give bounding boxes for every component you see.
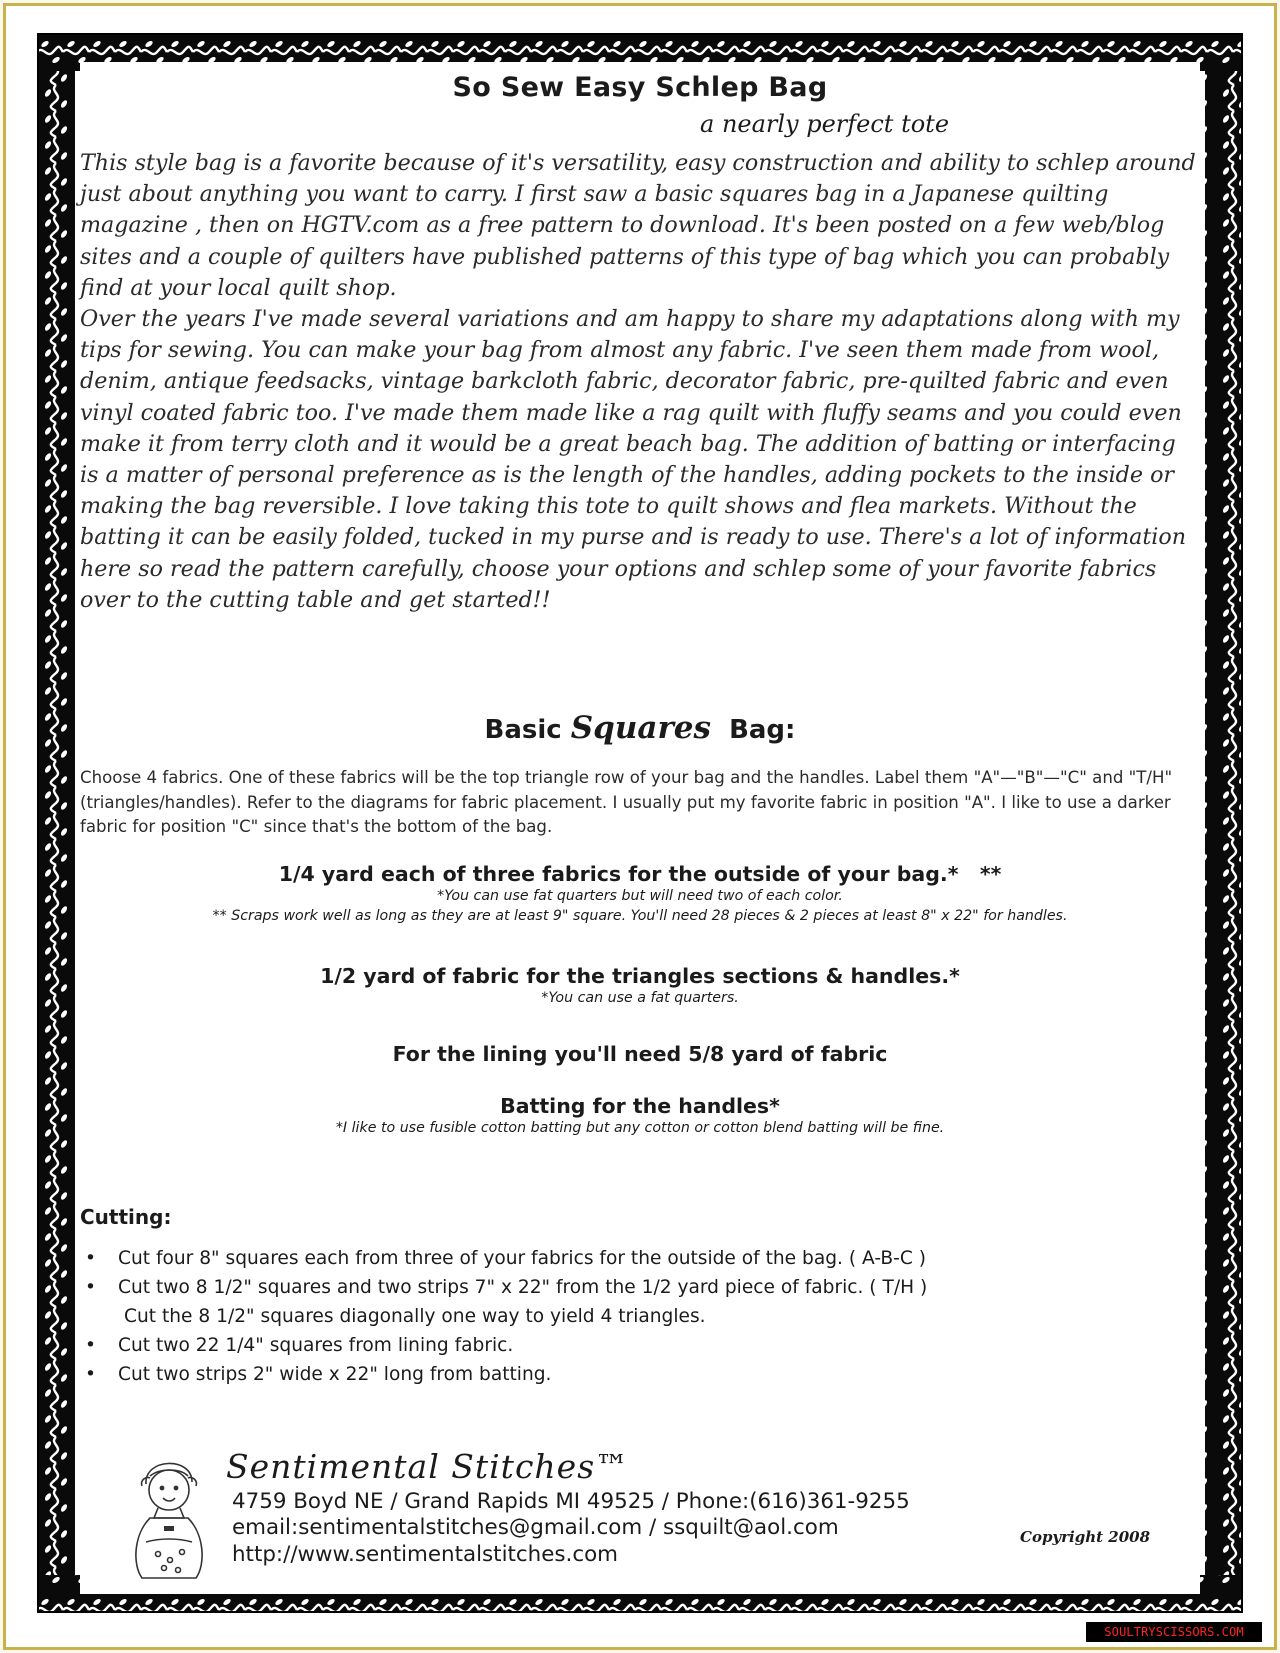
requirement-note: ** Scraps work well as long as they are at least 9" square. You'll need 28 pieces & 2 pieces at least 8" x 22" for handles. [212, 908, 1068, 924]
requirement-triangles-handles [80, 964, 1200, 1008]
cutting-item-text: Cut two strips 2" wide x 22" long from batting. [118, 1364, 552, 1385]
requirement-main: For the lining you'll need 5/8 yard of fabric [392, 1042, 888, 1066]
requirement-note: *You can use fat quarters but will need two of each color. [437, 888, 843, 904]
cutting-item-text: Cut two 8 1/2" squares and two strips 7" x 22" from the 1/2 yard piece of fabric. ( T/H ) [118, 1277, 928, 1298]
requirement-main: 1/2 yard of fabric for the triangles sections & handles.* [320, 964, 960, 988]
address: 4759 Boyd NE / Grand Rapids MI 49525 / Phone:(616)361-9255 [232, 1489, 910, 1514]
cutting-item [80, 1244, 1180, 1273]
requirement-batting [80, 1094, 1200, 1138]
heading-post: Bag: [710, 715, 796, 745]
cutting-item [80, 1360, 1180, 1389]
choose-fabrics-text: Choose 4 fabrics. One of these fabrics will be the top triangle row of your bag and the handles. Label them "A"—"B"—"C" and "T/H" (triangles/handles). Refer to the diagrams for fabric placement. I usually put my favorite fabric in position "A". I like to use a darker fabric for position "C" since that's the bottom of the bag. [80, 768, 1173, 836]
bullet: • [85, 1335, 96, 1356]
cutting-item [80, 1331, 1180, 1360]
cutting-item-text: Cut two 22 1/4" squares from lining fabric. [118, 1335, 514, 1356]
cutting-item-continuation: Cut the 8 1/2" squares diagonally one way to yield 4 triangles. [124, 1306, 706, 1327]
cutting-heading: Cutting: [80, 1205, 172, 1229]
cutting-item-text: Cut four 8" squares each from three of your fabrics for the outside of the bag. ( A-B-C ) [118, 1248, 926, 1269]
requirement-lining [80, 1042, 1200, 1066]
brand-name: Sentimental Stitches™ [226, 1447, 630, 1486]
pattern-page [80, 62, 1200, 1594]
section-heading-basic-squares [80, 710, 1200, 746]
bullet: • [85, 1248, 96, 1269]
requirement-outside-fabric [80, 862, 1200, 926]
bullet: • [85, 1364, 96, 1385]
cutting-item [80, 1273, 1180, 1302]
watermark-label: SOULTRYSCISSORS.COM [1086, 1622, 1262, 1642]
intro-text [80, 148, 1198, 616]
intro-paragraph-2: Over the years I've made several variations and am happy to share my adaptations along with my tips for sewing. You can make your bag from almost any fabric. I've seen them made from wool, denim, antique feedsacks, vintage barkcloth fabric, decorator fabric, pre-quilted fabric and even vinyl coated fabric too. I've made them made like a rag quilt with fluffy seams and you could even make it from terry cloth and it would be a great beach bag. The addition of batting or interfacing is a matter of personal preference as is the length of the handles, adding pockets to the inside or making the bag reversible. I love taking this tote to quilt shows and flea markets. Without the batting it can be easily folded, tucked in my purse and is ready to use. There's a lot of information here so read the pattern carefully, choose your options and schlep some of your favorite fabrics over to the cutting table and get started!! [80, 306, 1186, 613]
requirement-note: *You can use a fat quarters. [541, 990, 739, 1006]
cutting-list [80, 1244, 1180, 1389]
page-title: So Sew Easy Schlep Bag [452, 72, 828, 103]
bullet: • [85, 1277, 96, 1298]
heading-pre: Basic [484, 715, 571, 745]
requirement-main: 1/4 yard each of three fabrics for the outside of your bag.* ** [278, 862, 1002, 886]
doll-icon [120, 1446, 218, 1586]
requirement-note: *I like to use fusible cotton batting but any cotton or cotton blend batting will be fine. [335, 1120, 945, 1136]
website: http://www.sentimentalstitches.com [232, 1542, 619, 1567]
intro-paragraph-1: This style bag is a favorite because of it's versatility, easy construction and ability to schlep around just about anything you want to carry. I first saw a basic squares bag in a Japanese quilting magazine , then on HGTV.com as a free pattern to download. It's been posted on a few web/blog sites and a couple of quilters have published patterns of this type of bag which you can probably find at your local quilt shop. [80, 150, 1196, 301]
heading-emphasis: Squares [570, 710, 711, 746]
requirement-main: Batting for the handles* [500, 1094, 780, 1118]
page-subtitle: a nearly perfect tote [700, 110, 950, 138]
copyright: Copyright 2008 [1020, 1528, 1151, 1546]
email: email:sentimentalstitches@gmail.com / ssquilt@aol.com [232, 1515, 839, 1540]
